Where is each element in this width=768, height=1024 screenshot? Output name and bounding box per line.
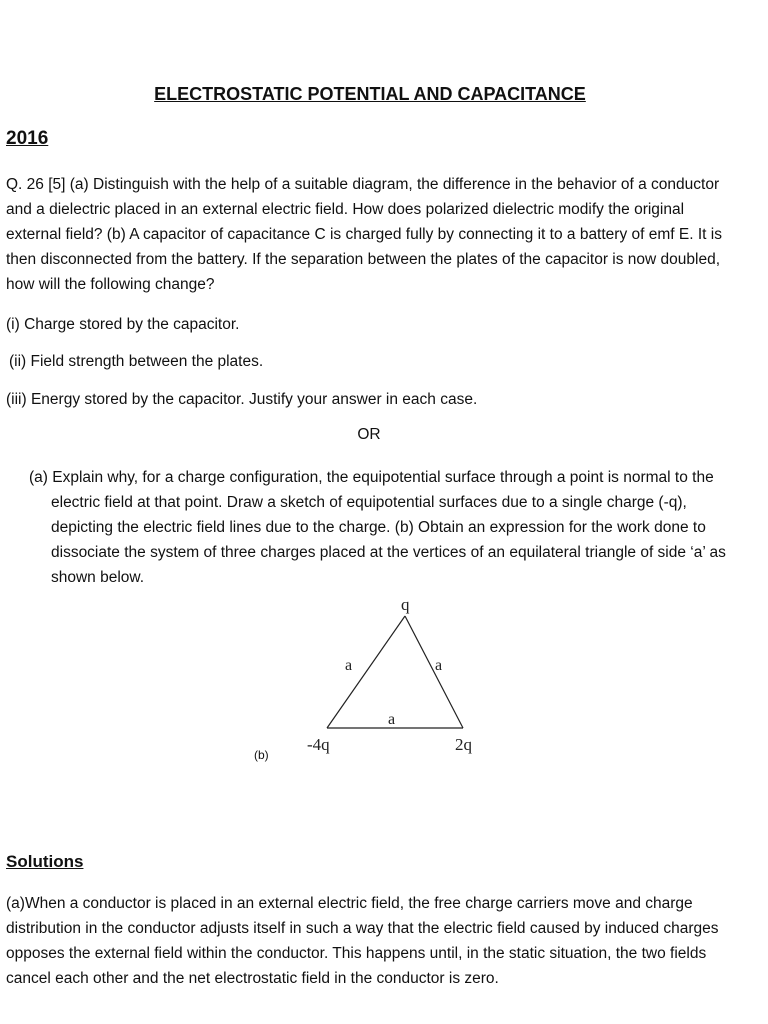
page-title: ELECTROSTATIC POTENTIAL AND CAPACITANCE bbox=[154, 84, 586, 104]
solution-paragraph: (a)When a conductor is placed in an external electric field, the free charge carriers move and charge distribution in the conductor adjusts itself in such a way that the electric field caused by induced charges opposes the external field within the conductor. This happens until, in the static situation, the two fields cancel each other and the net electrostatic field in the conductor is zero. bbox=[6, 895, 719, 987]
triangle-right-edge bbox=[405, 616, 463, 728]
sub-item-iii: (iii) Energy stored by the capacitor. Justify your answer in each case. bbox=[6, 391, 478, 408]
side-left-label: a bbox=[345, 657, 353, 674]
sub-item-ii: (ii) Field strength between the plates. bbox=[9, 353, 264, 370]
sub-item-i: (i) Charge stored by the capacitor. bbox=[6, 316, 240, 333]
year-heading: 2016 bbox=[6, 128, 49, 149]
charge-left-label: -4q bbox=[307, 735, 330, 754]
or-question: (a) Explain why, for a charge configuration, the equipotential surface through a point is normal to the electric field at that point. Draw a sketch of equipotential surfaces due to a single charge (-q), depicting the electric field lines due to the charge. (b) Obtain an expression for the work done to dissociate the system of three charges placed at the vertices of an equilateral triangle of side ‘a’ as shown below. bbox=[29, 469, 726, 586]
charge-right-label: 2q bbox=[455, 735, 472, 754]
or-separator: OR bbox=[357, 426, 381, 443]
solutions-heading: Solutions bbox=[6, 852, 84, 871]
figure-label: (b) bbox=[254, 748, 269, 762]
side-right-label: a bbox=[435, 657, 443, 674]
triangle-diagram bbox=[295, 592, 495, 762]
charge-top-label: q bbox=[401, 595, 410, 614]
side-bottom-label: a bbox=[388, 711, 396, 728]
question-26: Q. 26 [5] (a) Distinguish with the help of a suitable diagram, the difference in the behavior of a conductor and a dielectric placed in an external electric field. How does polarized dielectric modify the original external field? (b) A capacitor of capacitance C is charged fully by connecting it to a battery of emf E. It is then disconnected from the battery. If the separation between the plates of the capacitor is now doubled, how will the following change? bbox=[6, 176, 722, 293]
